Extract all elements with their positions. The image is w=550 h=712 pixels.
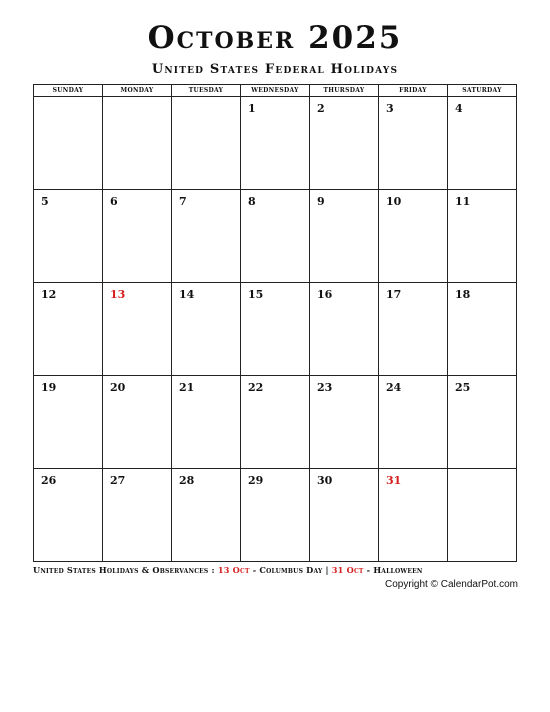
day-cell (448, 376, 517, 469)
day-number: 3 (386, 102, 394, 115)
week-row (34, 469, 517, 562)
day-cell (172, 283, 241, 376)
day-cell (241, 283, 310, 376)
copyright-notice: Copyright © CalendarPot.com (385, 579, 518, 590)
weekday-monday: MONDAY (103, 85, 172, 97)
day-cell (103, 283, 172, 376)
day-cell (310, 190, 379, 283)
day-number: 1 (248, 102, 256, 115)
day-number: 5 (41, 195, 49, 208)
day-number: 17 (386, 288, 402, 301)
day-cell (379, 190, 448, 283)
day-cell (310, 283, 379, 376)
day-number: 19 (41, 381, 57, 394)
day-cell (448, 283, 517, 376)
day-cell (34, 283, 103, 376)
holiday-name: - Columbus Day | (252, 565, 329, 575)
day-number: 28 (179, 474, 195, 487)
day-number: 6 (110, 195, 118, 208)
weekday-tuesday: TUESDAY (172, 85, 241, 97)
day-cell (34, 97, 103, 190)
day-number: 14 (179, 288, 195, 301)
holiday-date: 31 Oct (331, 565, 364, 575)
day-number (103, 97, 171, 102)
day-number (34, 97, 102, 102)
day-cell (34, 376, 103, 469)
week-row (34, 283, 517, 376)
day-cell (448, 469, 517, 562)
day-cell (379, 469, 448, 562)
day-cell (310, 97, 379, 190)
day-cell (34, 190, 103, 283)
day-cell (103, 376, 172, 469)
day-cell (34, 469, 103, 562)
holiday-name: - Halloween (366, 565, 423, 575)
day-cell (241, 190, 310, 283)
day-number (172, 97, 240, 102)
weekday-sunday: SUNDAY (34, 85, 103, 97)
day-number: 25 (455, 381, 471, 394)
day-cell (448, 190, 517, 283)
day-number: 22 (248, 381, 264, 394)
day-number: 26 (41, 474, 57, 487)
day-cell (172, 190, 241, 283)
weekday-friday: FRIDAY (379, 85, 448, 97)
day-cell (172, 376, 241, 469)
day-number: 10 (386, 195, 402, 208)
day-cell (172, 469, 241, 562)
day-number: 20 (110, 381, 126, 394)
day-number: 15 (248, 288, 264, 301)
day-number (448, 469, 516, 474)
day-number: 12 (41, 288, 57, 301)
weekday-saturday: SATURDAY (448, 85, 517, 97)
day-number: 18 (455, 288, 471, 301)
week-row (34, 376, 517, 469)
day-cell (103, 97, 172, 190)
day-cell (241, 469, 310, 562)
day-number: 27 (110, 474, 126, 487)
day-cell (310, 376, 379, 469)
day-number: 2 (317, 102, 325, 115)
week-row (34, 190, 517, 283)
week-row (34, 97, 517, 190)
day-number: 21 (179, 381, 195, 394)
day-cell (379, 376, 448, 469)
day-number: 30 (317, 474, 333, 487)
day-number: 29 (248, 474, 264, 487)
day-cell (172, 97, 241, 190)
day-number: 4 (455, 102, 463, 115)
day-cell (103, 469, 172, 562)
day-cell (379, 97, 448, 190)
day-number: 23 (317, 381, 333, 394)
day-number: 24 (386, 381, 402, 394)
weekday-header-row (34, 85, 517, 97)
holiday-day-number: 31 (386, 474, 402, 487)
holiday-day-number: 13 (110, 288, 126, 301)
day-number: 9 (317, 195, 325, 208)
day-number: 11 (455, 195, 471, 208)
calendar-subtitle: United States Federal Holidays (151, 62, 399, 77)
calendar-title: October 2025 (147, 20, 403, 56)
calendar-grid (33, 84, 517, 562)
day-cell (241, 376, 310, 469)
holidays-footer (33, 565, 523, 575)
day-cell (310, 469, 379, 562)
day-number: 7 (179, 195, 187, 208)
holiday-date: 13 Oct (217, 565, 250, 575)
day-cell (448, 97, 517, 190)
day-cell (103, 190, 172, 283)
day-cell (379, 283, 448, 376)
day-cell (241, 97, 310, 190)
holidays-label: United States Holidays & Observances : (33, 565, 215, 575)
weekday-wednesday: WEDNESDAY (241, 85, 310, 97)
day-number: 8 (248, 195, 256, 208)
day-number: 16 (317, 288, 333, 301)
weekday-thursday: THURSDAY (310, 85, 379, 97)
